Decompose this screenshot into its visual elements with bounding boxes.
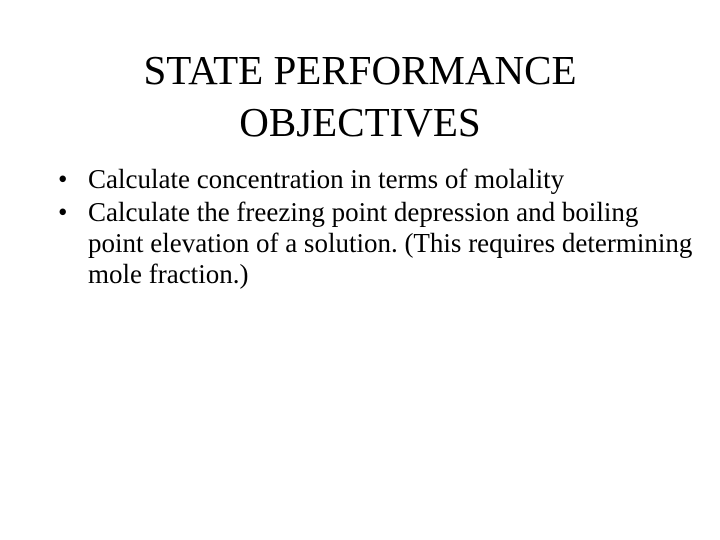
objectives-list	[58, 164, 698, 292]
slide-title-line: OBJECTIVES	[239, 99, 481, 145]
objective-text: Calculate the freezing point depression and boiling point elevation of a solution. (This requires determining mole fraction.)	[88, 197, 693, 289]
bullet-icon: •	[58, 197, 68, 227]
bullet-icon: •	[58, 164, 68, 194]
objective-item	[58, 164, 698, 195]
objective-item	[58, 197, 698, 290]
slide-title-line: STATE PERFORMANCE	[143, 47, 577, 93]
slide-title	[0, 44, 720, 148]
objective-text: Calculate concentration in terms of molality	[88, 164, 565, 194]
